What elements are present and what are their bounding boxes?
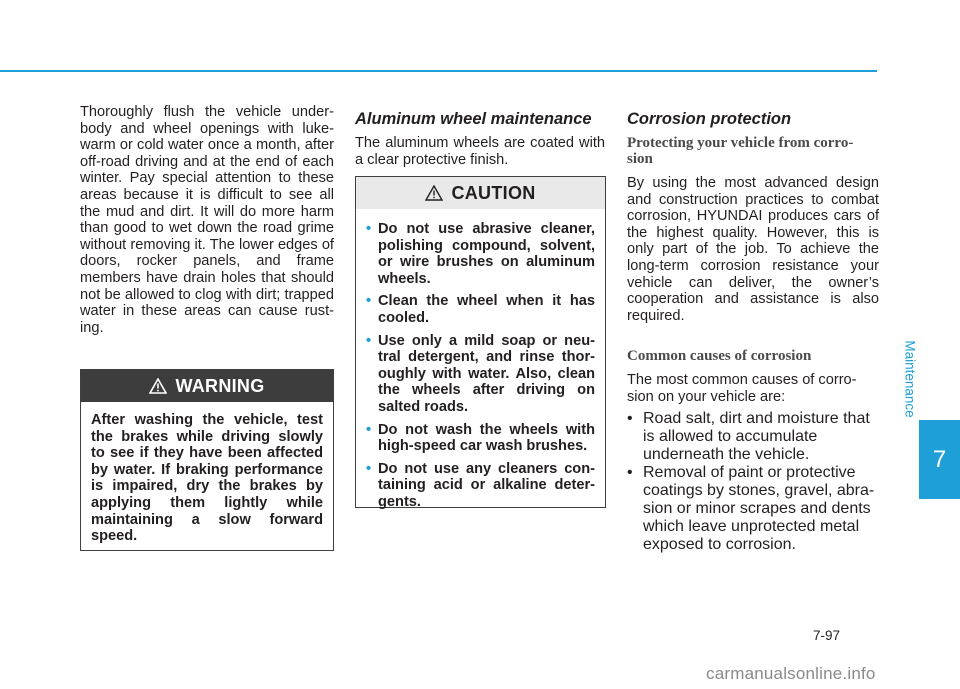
flush-paragraph: Thoroughly flush the vehicle under-body and wheel openings with luke-warm or cold water once a month, after off-road driving and at the end of each winter. Pay special attention to these areas because it is difficult to see all the mud and dirt. It will do more harm than good to wet down the road grime without removing it. The lower edges of doors, rocker panels, and frame members have drain holes that should not be allowed to clog with dirt; trapped water in these areas can cause rust-ing. — [80, 104, 334, 336]
caution-item: • Do not use any cleaners con-taining acid or alkaline deter-gents. — [366, 461, 595, 511]
page-number: 7-97 — [813, 628, 841, 643]
causes-list — [627, 410, 879, 554]
caution-item: • Clean the wheel when it has cooled. — [366, 293, 595, 326]
caution-triangle-icon — [425, 185, 443, 201]
column-left — [80, 104, 334, 336]
causes-subheading: Common causes of corrosion — [627, 348, 812, 365]
caution-item: • Do not use abrasive cleaner, polishing compound, solvent, or wire brushes on aluminum wheels. — [366, 221, 595, 287]
caution-body — [356, 209, 605, 527]
aluminum-wheel-paragraph: The aluminum wheels are coated with a clear protective finish. — [355, 135, 605, 168]
chapter-tab — [919, 420, 960, 499]
aluminum-wheel-heading: Aluminum wheel maintenance — [355, 110, 592, 128]
top-rule — [0, 70, 877, 72]
column-right — [627, 110, 879, 554]
warning-body: After washing the vehicle, test the brakes while driving slowly to see if they have been affected by water. If braking performance is impaired, dry the brakes by applying them lightly while maintaining a slow forward speed. — [91, 412, 323, 545]
chapter-label-text: Maintenance — [902, 340, 918, 418]
corrosion-heading: Corrosion protection — [627, 110, 792, 128]
caution-box — [355, 176, 606, 508]
warning-box — [80, 369, 334, 551]
column-middle — [355, 110, 605, 168]
watermark: carmanualsonline.info — [706, 664, 876, 683]
protecting-paragraph: By using the most advanced design and construction practices to combat corrosion, HYUNDAI produces cars of the highest quality. However, this is only part of the job. To achieve the long-term corrosion resistance your vehicle can deliver, the owner’s cooperation and assistance is also required. — [627, 175, 879, 324]
causes-item: • Removal of paint or protective coatings by stones, gravel, abra-sion or minor scrapes and dents which leave unprotected metal exposed to corrosion. — [627, 464, 879, 554]
caution-item: • Do not wash the wheels with high-speed car wash brushes. — [366, 422, 595, 455]
causes-item: • Road salt, dirt and moisture that is allowed to accumulate underneath the vehicle. — [627, 410, 879, 464]
warning-header — [81, 370, 333, 402]
caution-item: • Use only a mild soap or neu-tral detergent, and rinse thor-oughly with water. Also, clean the wheels after driving on salted roads. — [366, 333, 595, 416]
caution-list — [366, 221, 595, 511]
warning-title: WARNING — [175, 375, 265, 396]
chapter-number: 7 — [932, 445, 947, 473]
caution-header — [356, 177, 605, 209]
chapter-label — [900, 342, 920, 416]
protecting-subheading: Protecting your vehicle from corro-sion — [627, 135, 854, 167]
warning-triangle-icon — [149, 378, 167, 394]
caution-title: CAUTION — [451, 182, 536, 203]
causes-paragraph: The most common causes of corro-sion on your vehicle are: — [627, 372, 857, 405]
